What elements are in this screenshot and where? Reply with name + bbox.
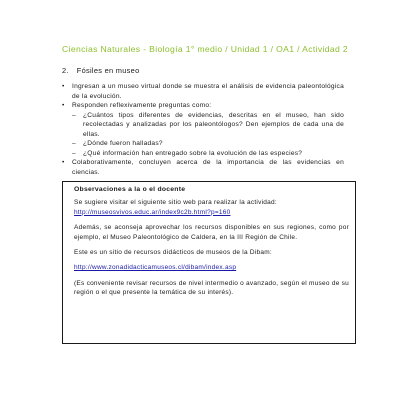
instructions: [62, 82, 344, 177]
dibam-link[interactable]: http://www.zonadidacticamuseos.cl/dibam/index.asp: [74, 264, 237, 272]
notes-paragraph: [74, 263, 349, 272]
teacher-notes-box: [62, 181, 356, 344]
instruction-item: • Ingresan a un museo virtual donde se muestra el análisis de evidencia paleontológica de la evolución.: [62, 82, 344, 101]
instruction-list: [62, 82, 344, 177]
section-heading: [62, 66, 140, 75]
section-number: 2.: [62, 66, 69, 75]
notes-paragraph: Se sugiere visitar el siguiente sitio web para realizar la actividad: http://museosvivos.educ.ar/index9c2b.html?p=160: [74, 199, 277, 216]
notes-paragraph: (Es conveniente revisar recursos de nivel intermedio o avanzado, según el museo de su región o el que presente la temática de su interés).: [74, 279, 349, 297]
question-item: – ¿Qué información han entregado sobre la evolución de las especies?: [72, 149, 344, 159]
instruction-item: • Colaborativamente, concluyen acerca de la importancia de las evidencias en ciencias.: [62, 158, 344, 177]
question-list: [72, 111, 344, 159]
question-item: – ¿Cuántos tipos diferentes de evidencias, descritas en el museo, han sido recolectadas y analizadas por los paleontólogos? Den ejemplos de cada una de ellas.: [72, 111, 344, 140]
question-item: – ¿Dónde fueron halladas?: [72, 139, 344, 149]
notes-paragraph: Este es un sitio de recursos didácticos de museos de la Dibam:: [74, 249, 272, 257]
notes-paragraph: Además, se aconseja aprovechar los recursos disponibles en sus regiones, como por ejemplo, el Museo Paleontológico de Caldera, en la III Región de Chile.: [74, 224, 349, 241]
museosvivos-link[interactable]: http://museosvivos.educ.ar/index9c2b.html?p=160: [74, 208, 231, 216]
section-title: Fósiles en museo: [76, 66, 140, 75]
instruction-item: • Responden reflexivamente preguntas como: – ¿Cuántos tipos diferentes de evidencias, descritas en el museo, han sido recolectadas y analizadas por los paleontólogos? Den ejemplos de cada una de ellas. – ¿Dónde fueron halladas? – ¿Qué información han entregado sobre la evolución de las especies?: [62, 101, 344, 158]
teacher-notes-title: Observaciones a la o el docente: [74, 186, 186, 193]
breadcrumb: Ciencias Naturales - Biología 1° medio / Unidad 1 / OA1 / Actividad 2: [62, 44, 349, 54]
